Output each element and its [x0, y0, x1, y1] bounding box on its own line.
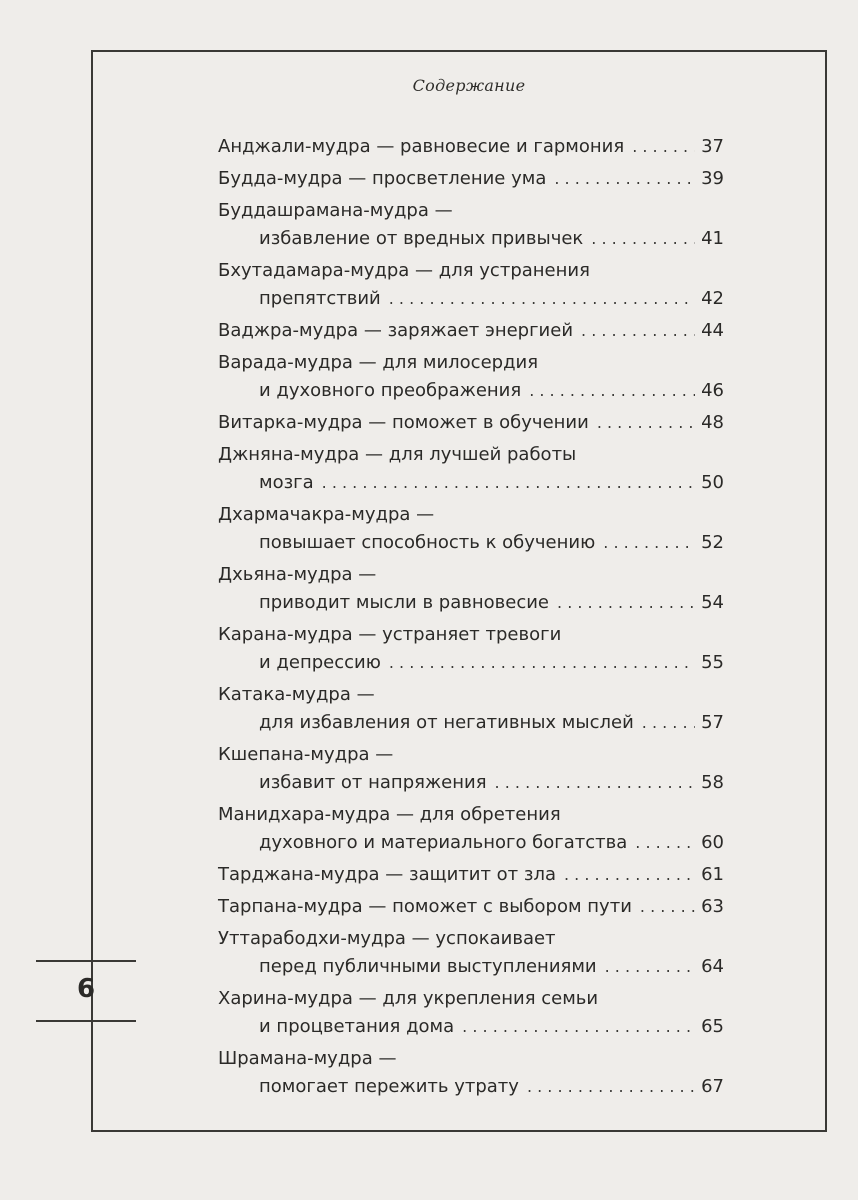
page-number: 6	[76, 974, 96, 1004]
entry-title: Уттарабодхи-мудра — успокаивает	[218, 928, 556, 949]
entry-title: Витарка-мудра — поможет в обучении	[218, 412, 589, 433]
entry-page-number: 58	[701, 772, 724, 793]
dot-leader	[554, 165, 695, 193]
entry-page-number: 60	[701, 832, 724, 853]
toc-entry[interactable]	[218, 409, 724, 437]
entry-title: Кшепана-мудра —	[218, 744, 394, 765]
toc-entry[interactable]	[218, 317, 724, 345]
entry-title-continuation: препятствий	[259, 288, 381, 309]
dot-leader	[635, 829, 695, 857]
toc-entry[interactable]	[218, 801, 724, 857]
entry-title-continuation: мозга	[259, 472, 314, 493]
entry-page-number: 67	[701, 1076, 724, 1097]
toc-entry[interactable]	[218, 501, 724, 557]
entry-page-number: 50	[701, 472, 724, 493]
entry-page-number: 39	[701, 168, 724, 189]
entry-title: Харина-мудра — для укрепления семьи	[218, 988, 599, 1009]
entry-title: Манидхара-мудра — для обретения	[218, 804, 561, 825]
entry-title-continuation: избавит от напряжения	[259, 772, 487, 793]
entry-title-continuation: и депрессию	[259, 652, 381, 673]
entry-title-continuation: повышает способность к обучению	[259, 532, 596, 553]
toc-entry[interactable]	[218, 925, 724, 981]
entry-title: Будда-мудра — просветление ума	[218, 168, 547, 189]
toc-entry[interactable]	[218, 985, 724, 1041]
dot-leader	[640, 893, 695, 921]
toc-entry[interactable]	[218, 861, 724, 889]
dot-leader	[605, 953, 695, 981]
toc-entry[interactable]	[218, 621, 724, 677]
entry-page-number: 57	[701, 712, 724, 733]
section-title: Содержание	[412, 76, 526, 95]
toc-entry[interactable]	[218, 165, 724, 193]
entry-page-number: 52	[701, 532, 724, 553]
entry-title: Ваджра-мудра — заряжает энергией	[218, 320, 574, 341]
entry-title-continuation: приводит мысли в равновесие	[259, 592, 550, 613]
dot-leader	[527, 1073, 695, 1101]
dot-leader	[597, 409, 695, 437]
entry-title-continuation: избавление от вредных привычек	[259, 228, 584, 249]
toc-entry[interactable]	[218, 561, 724, 617]
page-folio	[36, 960, 136, 1032]
toc-entry[interactable]	[218, 893, 724, 921]
entry-title: Варада-мудра — для милосердия	[218, 352, 539, 373]
folio-rule-bottom	[36, 1020, 136, 1022]
dot-leader	[389, 649, 695, 677]
dot-leader	[462, 1013, 695, 1041]
entry-page-number: 61	[701, 864, 724, 885]
entry-title-continuation: и процветания дома	[259, 1016, 455, 1037]
entry-title: Карана-мудра — устраняет тревоги	[218, 624, 562, 645]
entry-page-number: 63	[701, 896, 724, 917]
entry-page-number: 42	[701, 288, 724, 309]
dot-leader	[581, 317, 695, 345]
entry-page-number: 41	[701, 228, 724, 249]
entry-title-continuation: духовного и материального богатства	[259, 832, 628, 853]
entry-page-number: 65	[701, 1016, 724, 1037]
dot-leader	[322, 469, 695, 497]
table-of-contents	[218, 133, 724, 1105]
entry-page-number: 44	[701, 320, 724, 341]
entry-page-number: 48	[701, 412, 724, 433]
dot-leader	[642, 709, 695, 737]
toc-entry[interactable]	[218, 133, 724, 161]
entry-title: Джняна-мудра — для лучшей работы	[218, 444, 577, 465]
dot-leader	[564, 861, 695, 889]
entry-title: Дхьяна-мудра —	[218, 564, 377, 585]
dot-leader	[632, 133, 695, 161]
entry-title: Бхутадамара-мудра — для устранения	[218, 260, 590, 281]
entry-title: Анджали-мудра — равновесие и гармония	[218, 136, 625, 157]
entry-page-number: 55	[701, 652, 724, 673]
entry-title: Шрамана-мудра —	[218, 1048, 397, 1069]
entry-title: Тарджана-мудра — защитит от зла	[218, 864, 556, 885]
dot-leader	[495, 769, 696, 797]
toc-entry[interactable]	[218, 257, 724, 313]
dot-leader	[591, 225, 695, 253]
entry-title: Катака-мудра —	[218, 684, 375, 705]
toc-entry[interactable]	[218, 197, 724, 253]
toc-entry[interactable]	[218, 681, 724, 737]
entry-title-continuation: помогает пережить утрату	[259, 1076, 519, 1097]
entry-page-number: 54	[701, 592, 724, 613]
entry-title-continuation: перед публичными выступлениями	[259, 956, 597, 977]
entry-page-number: 37	[701, 136, 724, 157]
entry-title: Буддашрамана-мудра —	[218, 200, 453, 221]
entry-title: Тарпана-мудра — поможет с выбором пути	[218, 896, 632, 917]
toc-entry[interactable]	[218, 741, 724, 797]
toc-entry[interactable]	[218, 441, 724, 497]
dot-leader	[557, 589, 695, 617]
entry-title-continuation: для избавления от негативных мыслей	[259, 712, 634, 733]
dot-leader	[389, 285, 695, 313]
entry-title-continuation: и духовного преображения	[259, 380, 522, 401]
folio-rule-top	[36, 960, 136, 962]
dot-leader	[603, 529, 695, 557]
toc-entry[interactable]	[218, 1045, 724, 1101]
entry-page-number: 46	[701, 380, 724, 401]
toc-entry[interactable]	[218, 349, 724, 405]
entry-page-number: 64	[701, 956, 724, 977]
entry-title: Дхармачакра-мудра —	[218, 504, 435, 525]
dot-leader	[529, 377, 695, 405]
